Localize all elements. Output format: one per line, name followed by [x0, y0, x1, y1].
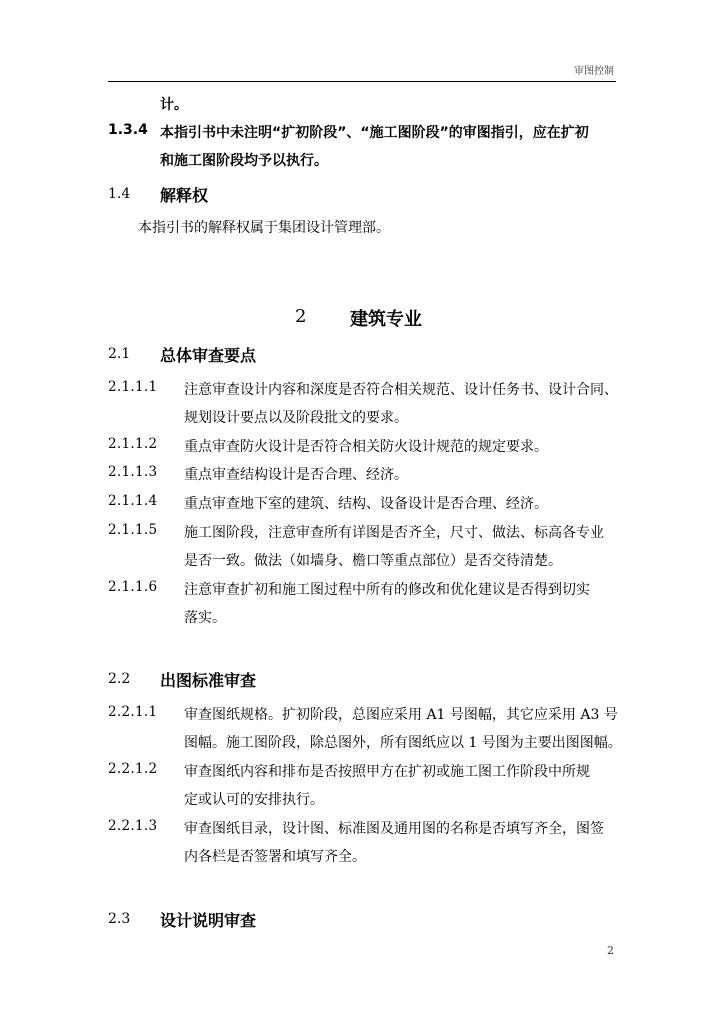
item-text-line: 审查图纸内容和排布是否按照甲方在扩初或施工图工作阶段中所规: [184, 764, 590, 780]
section-number: 1.4: [108, 186, 131, 202]
item-number: 2.2.1.3: [108, 818, 158, 834]
item-number: 2.1.1.5: [108, 522, 158, 538]
section-title: 出图标准审查: [160, 671, 257, 690]
item-text-line: 审查图纸规格。扩初阶段，总图应采用 A1 号图幅，其它应采用 A3 号: [184, 707, 618, 723]
item-number: 2.1.1.2: [108, 436, 158, 452]
item-text-line: 重点审查防火设计是否符合相关防火设计规范的规定要求。: [184, 439, 548, 455]
item-text-line: 重点审查结构设计是否合理、经济。: [184, 467, 408, 483]
item-text-line: 审查图纸目录，设计图、标准图及通用图的名称是否填写齐全，图签: [184, 821, 604, 837]
header-rule: [108, 81, 616, 82]
item-text-line: 内各栏是否签署和填写齐全。: [184, 849, 366, 865]
item-text-line: 定或认可的安排执行。: [184, 792, 324, 808]
chapter-number: 2: [295, 306, 307, 327]
item-number: 1.3.4: [108, 122, 148, 138]
carry-over-line: 计。: [160, 97, 188, 113]
section-title: 设计说明审查: [160, 911, 257, 930]
item-text-line: 注意审查设计内容和深度是否符合相关规范、设计任务书、设计合同、: [184, 382, 618, 398]
section-number: 2.2: [108, 671, 131, 687]
item-text-line: 重点审查地下室的建筑、结构、设备设计是否合理、经济。: [184, 496, 548, 512]
item-text-line: 落实。: [184, 610, 226, 626]
chapter-title: 建筑专业: [350, 309, 422, 330]
item-text-line: 本指引书中未注明“扩初阶段”、“施工图阶段”的审图指引，应在扩初: [160, 125, 589, 141]
section-title: 总体审查要点: [160, 346, 257, 365]
item-number: 2.1.1.6: [108, 579, 158, 595]
item-number: 2.1.1.4: [108, 493, 158, 509]
section-number: 2.3: [108, 911, 131, 927]
page-number: 2: [607, 944, 614, 957]
item-number: 2.2.1.1: [108, 704, 158, 720]
item-text-line: 施工图阶段，注意审查所有详图是否齐全，尺寸、做法、标高各专业: [184, 525, 604, 541]
item-text-line: 规划设计要点以及阶段批文的要求。: [184, 410, 408, 426]
item-text-line: 和施工图阶段均予以执行。: [160, 153, 328, 169]
paragraph: 本指引书的解释权属于集团设计管理部。: [138, 220, 390, 236]
section-number: 2.1: [108, 346, 131, 362]
item-text-line: 是否一致。做法（如墙身、檐口等重点部位）是否交待清楚。: [184, 553, 562, 569]
header-title: 审图控制: [574, 66, 614, 77]
item-number: 2.1.1.1: [108, 379, 158, 395]
item-text-line: 注意审查扩初和施工图过程中所有的修改和优化建议是否得到切实: [184, 582, 590, 598]
item-number: 2.1.1.3: [108, 464, 158, 480]
section-title: 解释权: [160, 186, 209, 205]
item-number: 2.2.1.2: [108, 761, 158, 777]
item-text-line: 图幅。施工图阶段，除总图外，所有图纸应以 1 号图为主要出图图幅。: [184, 735, 622, 751]
